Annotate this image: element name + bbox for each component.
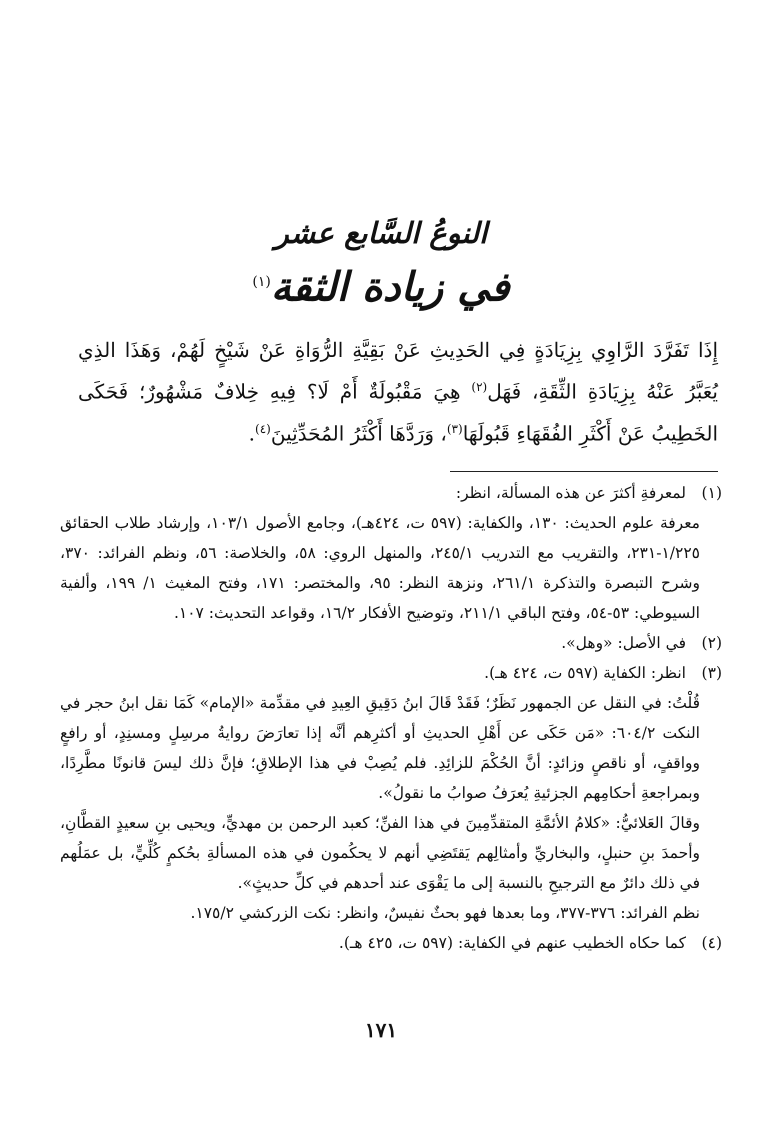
footnote-3-commentary	[60, 688, 700, 928]
footnote-2	[60, 628, 722, 658]
commentary-paragraph-2: وقالَ العَلائيُّ: «كلامُ الأئمَّةِ المتقدِّمِينَ في هذا الفنِّ؛ كعبد الرحمن بن مهديٍّ، ويحيى بنِ سعيدٍ القطَّانِ، وأحمدَ بنِ حنبلٍ، والبخاريِّ وأمثالِهم يَقتَضِي أنهم لا يحكُمون في هذه المسألةِ بحُكمٍ كُلِّيٍّ، بل عمَلُهم في ذلك دائرٌ مع الترجيحِ بالنسبة إلى ما يَقْوَى عند أحدهم في كلِّ حديثٍ».	[60, 814, 700, 892]
footnote-3-number: (٣)	[701, 664, 722, 682]
page-number: ١٧١	[364, 1018, 398, 1042]
footnote-ref-2: (٢)	[471, 380, 488, 394]
main-text-part-2: هِيَ مَقْبُولَةٌ أَمْ لَا؟ فِيهِ خِلافٌ مَشْهُورٌ؛ فَحَكَى الخَطِيبُ عَنْ أَكْثَرِ الفُقَهَاءِ قَبُولَهَا	[78, 379, 718, 446]
chapter-subtitle-text: في زيادة الثقة	[270, 263, 510, 311]
main-text-part-3: ، وَرَدَّهَا أَكْثَرُ المُحَدِّثِينَ	[270, 421, 447, 446]
footnote-1-number: (١)	[701, 484, 722, 502]
footnote-4-number: (٤)	[701, 934, 722, 952]
footnotes-section	[60, 478, 722, 958]
chapter-title: النوعُ السَّابع عشر	[274, 216, 488, 250]
footnote-4	[60, 928, 722, 958]
footnote-4-text: كما حكاه الخطيب عنهم في الكفاية: (٥٩٧ ت، ٤٢٥ هـ).	[338, 934, 686, 952]
footnote-1	[60, 478, 722, 508]
main-text-part-1: إِذَا تَفَرَّدَ الرَّاوِي بِزِيَادَةٍ فِي الحَدِيثِ عَنْ بَقِيَّةِ الرُّوَاةِ عَنْ شَيْخٍ لَهُمْ، وَهَذَا الذِي يُعَبَّرُ عَنْهُ بِزِيَادَةِ الثِّقَةِ، فَهَل	[78, 338, 718, 404]
footnote-3	[60, 658, 722, 688]
main-text-part-4: .	[248, 421, 256, 446]
footnote-ref-1: (١)	[252, 274, 271, 290]
main-paragraph	[78, 332, 718, 452]
footnote-ref-3: (٣)	[446, 421, 463, 436]
footnote-2-text: في الأصل: «وهل».	[561, 634, 686, 652]
chapter-subtitle	[0, 252, 762, 317]
commentary-paragraph-1: قُلْتُ: في النقل عن الجمهور نَظَرٌ؛ فَقَدْ قَالَ ابنُ دَقِيقِ العِيدِ في مقدِّمة «الإمام» كَمَا نقل ابنُ حجر في النكت ٦٠٤/٢: «مَن حَكَى عن أَهْلِ الحديثِ أو أكثرِهم أنَّه إذا تعارَضَ روايةُ مرسِلٍ ومسنِدٍ، أو رافعٍ وواقفٍ، أو ناقصٍ وزائدٍ: أنَّ الحُكْمَ للزائِدِ. فلم يُصِبْ في هذا الإطلاقِ؛ فإنَّ ذلك ليسَ قانونًا مطَّرِدًا، وبمراجعةِ أحكامِهم الجزئيةِ يُعرَفُ صوابُ ما نقولُ».	[60, 694, 700, 802]
footnote-1-sources: معرفة علوم الحديث: ١٣٠، والكفاية: (٥٩٧ ت، ٤٢٤هـ)، وجامع الأصول ١٠٣/١، وإرشاد طلاب الحقائق ١/٢٢٥-٢٣١، والتقريب مع التدريب ٢٤٥/١، والمنهل الروي: ٥٨، والخلاصة: ٥٦، ونظم الفرائد: ٣٧٠، وشرح التبصرة والتذكرة ٢٦١/١، ونزهة النظر: ٩٥، والمختصر: ١٧١، وفتح المغيث ١/ ١٩٩، وألفية السيوطي: ٥٣-٥٤، وفتح الباقي ٢١١/١، وتوضيح الأفكار ١٦/٢، وقواعد التحديث: ١٠٧.	[60, 514, 700, 622]
footnote-ref-4: (٤)	[255, 421, 271, 436]
footnote-3-text: انظر: الكفاية (٥٩٧ ت، ٤٢٤ هـ).	[484, 664, 686, 682]
commentary-paragraph-3: نظم الفرائد: ٣٧٦-٣٧٧، وما بعدها فهو بحثٌ نفيسٌ، وانظر: نكت الزركشي ١٧٥/٢.	[190, 904, 700, 922]
footnote-2-number: (٢)	[701, 634, 722, 652]
footnote-1-first-line: لمعرفةِ أكثرَ عن هذه المسألة، انظر:	[455, 484, 686, 502]
footnote-separator	[450, 471, 718, 472]
